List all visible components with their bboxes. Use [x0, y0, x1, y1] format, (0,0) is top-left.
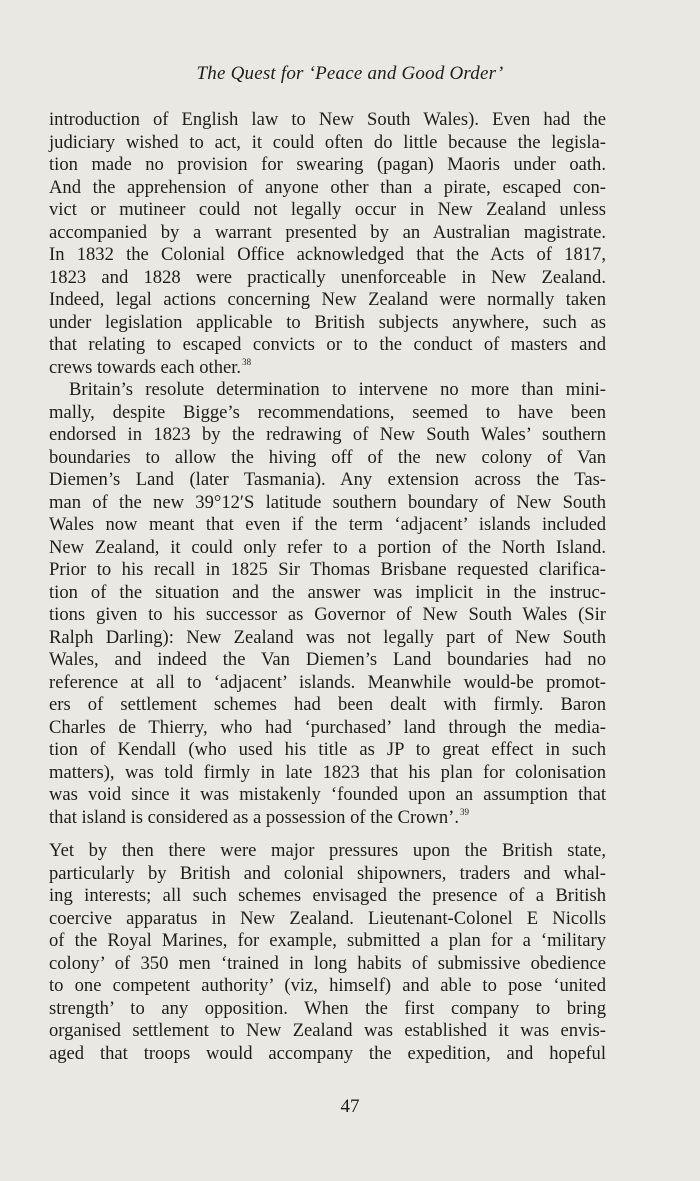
text-line: aged that troops would accompany the expedition, and hopeful	[49, 1042, 606, 1064]
text-line-content: that island is considered as a possession of the Crown’.	[49, 806, 460, 828]
text-line: ing interests; all such schemes envisaged the presence of a British	[49, 885, 606, 906]
text-line: ers of settlement schemes had been dealt with firmly. Baron	[49, 694, 606, 715]
text-line: reference at all to ‘adjacent’ islands. Meanwhile would-be promot-	[49, 671, 606, 693]
text-line: 1823 and 1828 were practically unenforceable in New Zealand.	[49, 266, 606, 288]
paragraph-continued	[49, 109, 606, 379]
text-line: was void since it was mistakenly ‘founded upon an assumption that	[49, 784, 606, 805]
text-line: matters), was told firmly in late 1823 that his plan for colonisation	[49, 761, 606, 783]
running-head: The Quest for ‘Peace and Good Order’	[196, 63, 504, 84]
body-text-lower	[49, 840, 606, 1065]
text-line-content: crews towards each other.	[49, 356, 242, 378]
text-line: accompanied by a warrant presented by an Australian magistrate.	[49, 221, 606, 243]
paragraph	[49, 840, 606, 1065]
text-line: particularly by British and colonial shipowners, traders and whal-	[49, 862, 606, 884]
text-line: of the Royal Marines, for example, submitted a plan for a ‘military	[49, 930, 606, 951]
text-line: colony’ of 350 men ‘trained in long habits of submissive obedience	[49, 952, 606, 974]
text-line: vict or mutineer could not legally occur in New Zealand unless	[49, 199, 606, 220]
text-line: under legislation applicable to British subjects anywhere, such as	[49, 311, 606, 333]
page-number: 47	[340, 1096, 360, 1117]
footnote-marker: 38	[242, 357, 252, 368]
text-line: organised settlement to New Zealand was established it was envis-	[49, 1020, 606, 1041]
text-line: that relating to escaped convicts or to the conduct of masters and	[49, 334, 606, 355]
text-line: tion made no provision for swearing (pagan) Maoris under oath.	[49, 154, 606, 175]
text-line: In 1832 the Colonial Office acknowledged that the Acts of 1817,	[49, 244, 606, 265]
text-line: Prior to his recall in 1825 Sir Thomas Brisbane requested clarifica-	[49, 559, 606, 580]
text-line: Wales, and indeed the Van Diemen’s Land boundaries had no	[49, 649, 606, 670]
text-line: Yet by then there were major pressures upon the British state,	[49, 840, 606, 861]
text-line: introduction of English law to New South Wales). Even had the	[49, 109, 606, 130]
text-line: Wales now meant that even if the term ‘adjacent’ islands included	[49, 514, 606, 535]
footnote-marker: 39	[460, 807, 470, 818]
text-line-first: Britain’s resolute determination to intervene no more than mini-	[69, 379, 606, 400]
text-line: boundaries to allow the hiving off of the new colony of Van	[49, 446, 606, 468]
text-line: And the apprehension of anyone other than a pirate, escaped con-	[49, 176, 606, 198]
text-line: mally, despite Bigge’s recommendations, seemed to have been	[49, 401, 606, 423]
text-line: endorsed in 1823 by the redrawing of New South Wales’ southern	[49, 424, 606, 445]
text-line: Ralph Darling): New Zealand was not legally part of New South	[49, 626, 606, 648]
body-text-upper	[49, 109, 606, 829]
text-line: coercive apparatus in New Zealand. Lieutenant-Colonel E Nicolls	[49, 907, 606, 929]
text-line: tion of the situation and the answer was implicit in the instruc-	[49, 581, 606, 603]
text-line: Indeed, legal actions concerning New Zealand were normally taken	[49, 289, 606, 310]
text-line: strength’ to any opposition. When the first company to bring	[49, 997, 606, 1019]
text-line: Charles de Thierry, who had ‘purchased’ land through the media-	[49, 716, 606, 738]
text-line-last	[49, 807, 606, 830]
text-line: Diemen’s Land (later Tasmania). Any extension across the Tas-	[49, 469, 606, 490]
text-line: judiciary wished to act, it could often do little because the legisla-	[49, 131, 606, 153]
text-line-last	[49, 357, 606, 380]
text-line: man of the new 39°12′S latitude southern boundary of New South	[49, 491, 606, 513]
text-line: tions given to his successor as Governor of New South Wales (Sir	[49, 604, 606, 625]
text-line: to one competent authority’ (viz, himself) and able to pose ‘united	[49, 975, 606, 996]
paragraph	[49, 379, 606, 829]
text-line: tion of Kendall (who used his title as JP to great effect in such	[49, 739, 606, 760]
text-line: New Zealand, it could only refer to a portion of the North Island.	[49, 536, 606, 558]
